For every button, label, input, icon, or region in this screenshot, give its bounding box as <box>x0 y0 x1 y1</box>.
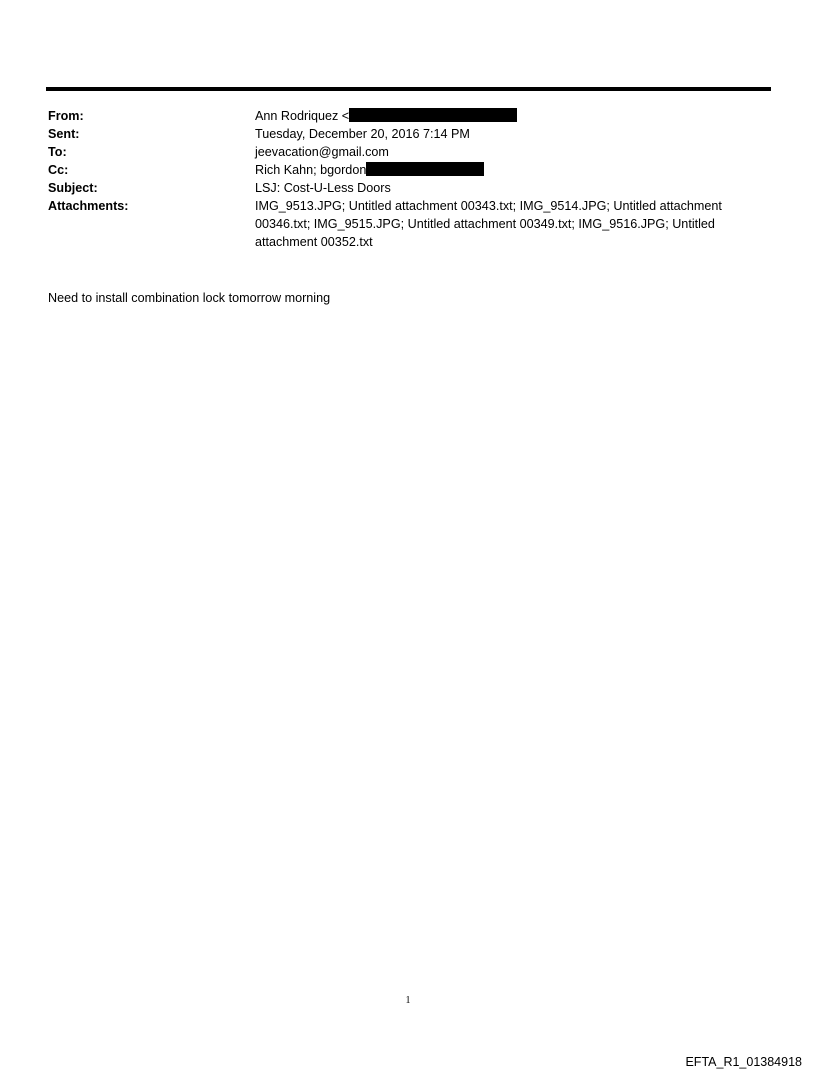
cc-row <box>48 161 768 179</box>
page-number: 1 <box>405 995 411 1006</box>
email-body: Need to install combination lock tomorrow morning <box>48 291 331 305</box>
attachments-row <box>48 197 768 251</box>
cc-label: Cc: <box>48 163 69 177</box>
sent-label: Sent: <box>48 127 80 141</box>
sent-value: Tuesday, December 20, 2016 7:14 PM <box>255 127 470 141</box>
to-row <box>48 143 768 161</box>
sent-row <box>48 125 768 143</box>
from-row <box>48 107 768 125</box>
subject-label: Subject: <box>48 181 98 195</box>
header-divider-rule <box>46 87 771 91</box>
subject-row <box>48 179 768 197</box>
email-header <box>48 107 768 251</box>
cc-recipients: Rich Kahn; bgordon <box>255 163 367 177</box>
from-redaction-box <box>349 108 517 122</box>
from-label: From: <box>48 109 84 123</box>
cc-redaction-box <box>366 162 484 176</box>
subject-value: LSJ: Cost-U-Less Doors <box>255 181 391 195</box>
attachments-label: Attachments: <box>48 199 129 213</box>
cc-value <box>255 161 768 179</box>
to-label: To: <box>48 145 67 159</box>
to-value: jeevacation@gmail.com <box>255 145 389 159</box>
document-id: EFTA_R1_01384918 <box>685 1055 802 1069</box>
from-value <box>255 107 768 125</box>
attachments-value: IMG_9513.JPG; Untitled attachment 00343.txt; IMG_9514.JPG; Untitled attachment 00346.txt; IMG_9515.JPG; Untitled attachment 00349.txt; IMG_9516.JPG; Untitled attachment 00352.txt <box>255 199 722 249</box>
from-sender: Ann Rodriquez < <box>255 109 350 123</box>
